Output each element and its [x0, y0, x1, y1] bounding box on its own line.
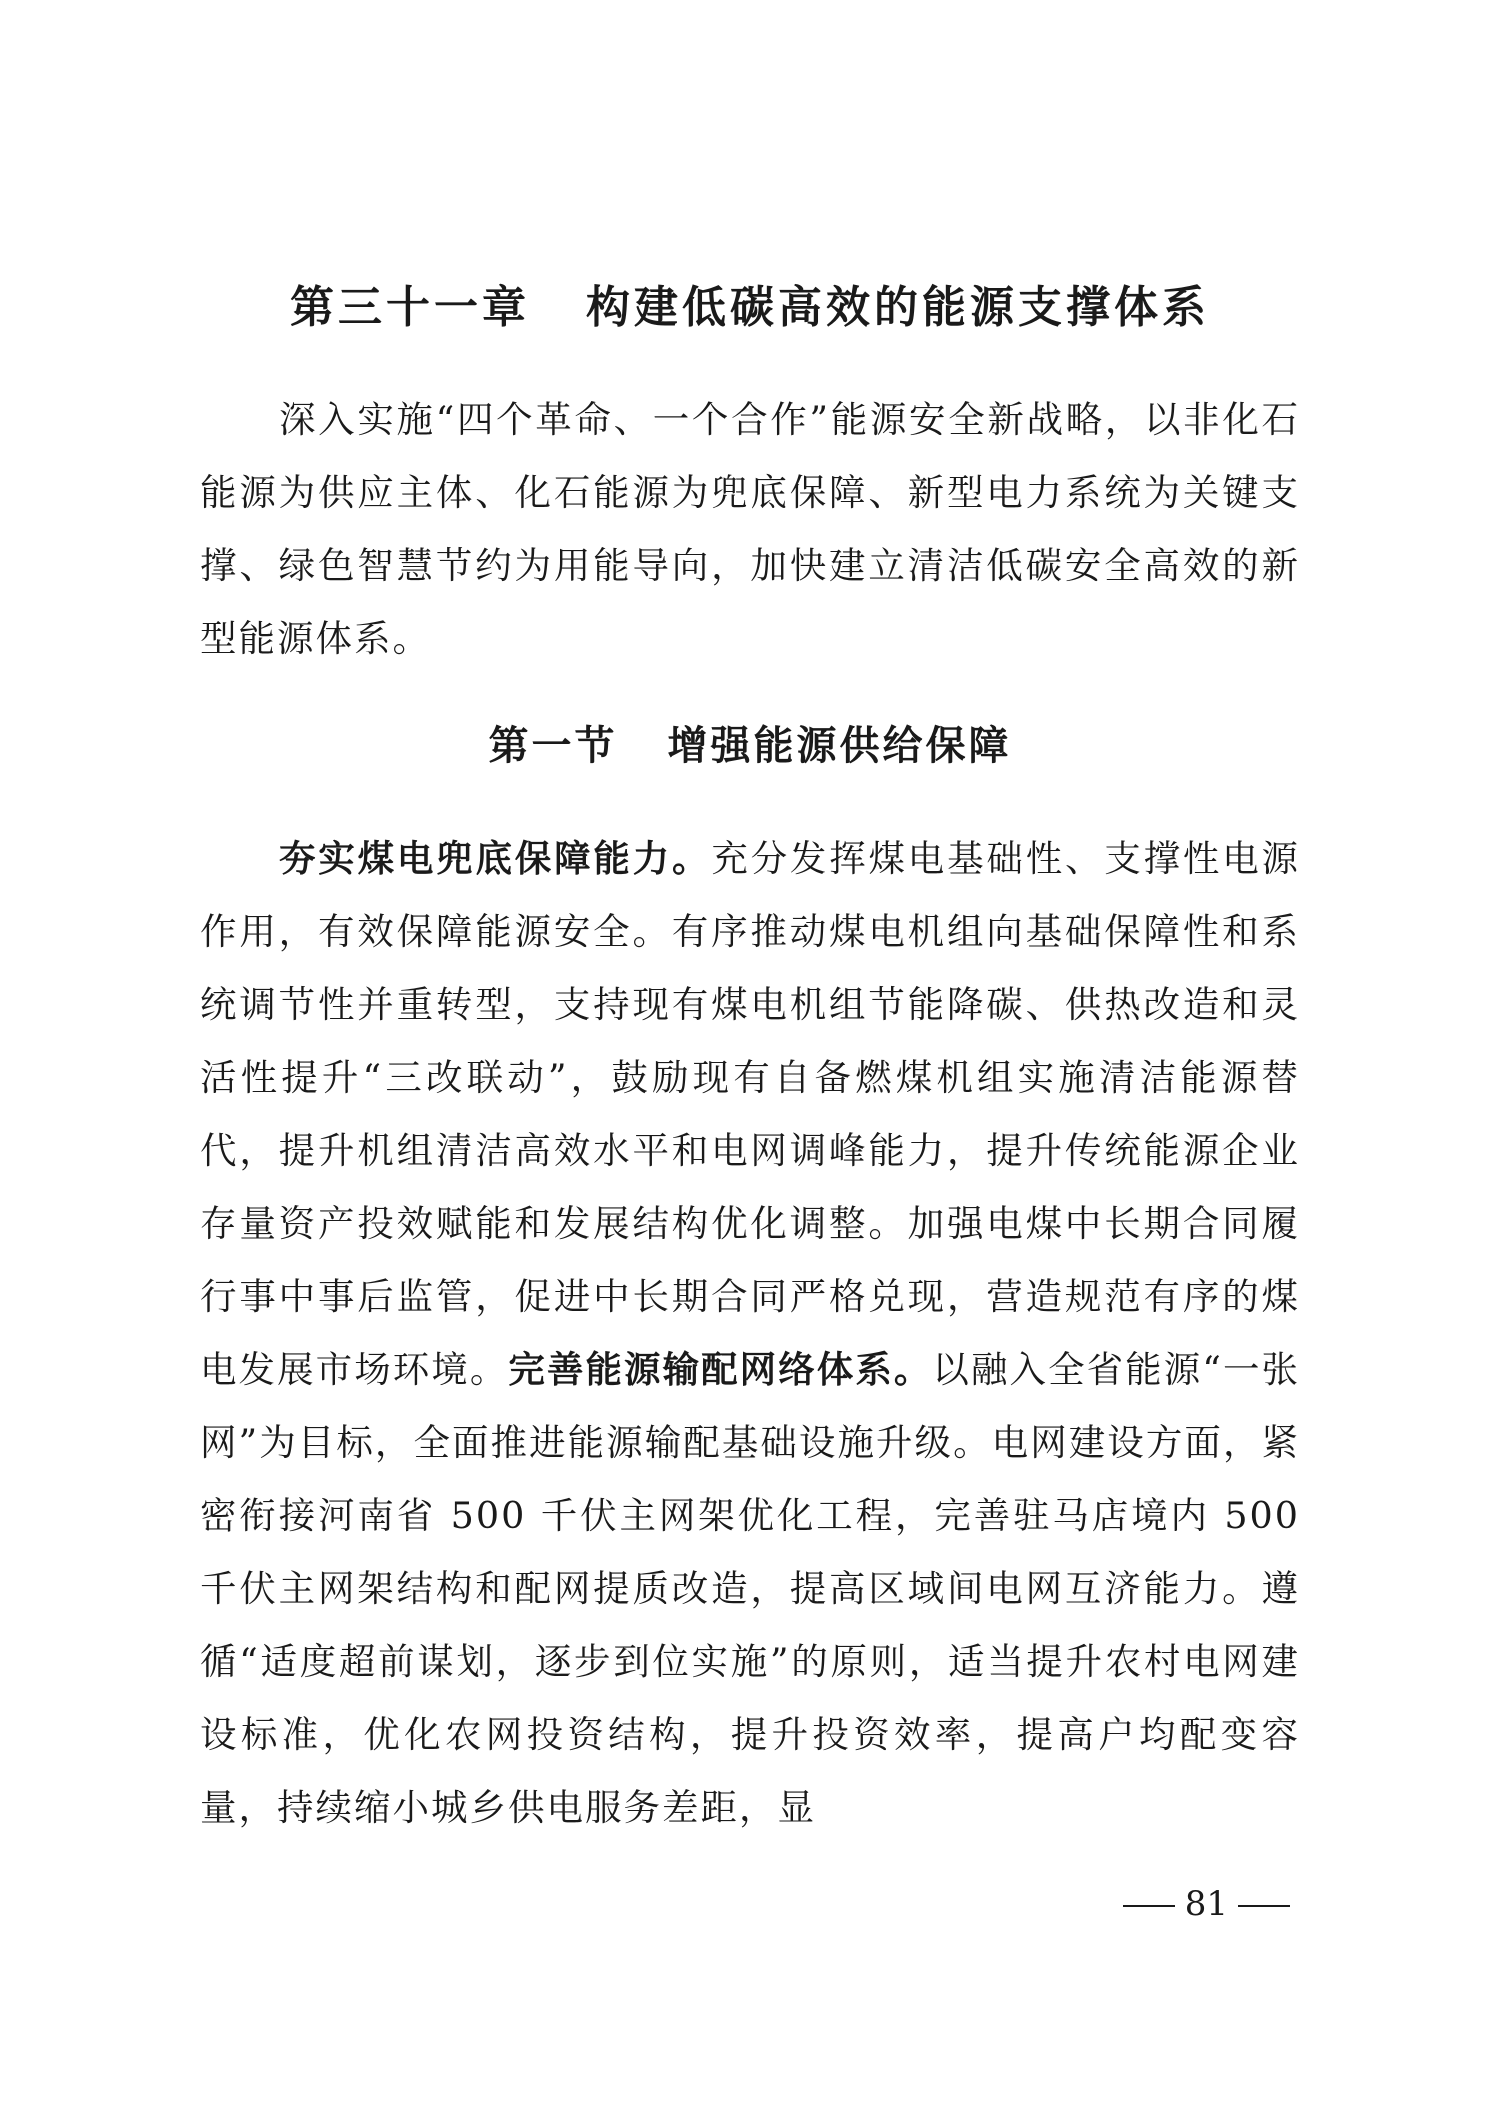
page-number-value: 81: [1184, 1884, 1228, 1924]
body-paragraph: [200, 822, 1300, 1844]
page-number: [1113, 1882, 1300, 1926]
intro-paragraph: 深入实施“四个革命、一个合作”能源安全新战略，以非化石能源为供应主体、化石能源为兜底保障、新型电力系统为关键支撑、绿色智慧节约为用能导向，加快建立清洁低碳安全高效的新型能源体系。: [200, 398, 1300, 660]
lead-energy-network: 完善能源输配网络体系。: [508, 1348, 933, 1391]
text-coal-power: 充分发挥煤电基础性、支撑性电源作用，有效保障能源安全。有序推动煤电机组向基础保障性和系统调节性并重转型，支持现有煤电机组节能降碳、供热改造和灵活性提升“三改联动”，鼓励现有自备燃煤机组实施清洁能源替代，提升机组清洁高效水平和电网调峰能力，提升传统能源企业存量资产投效赋能和发展结构优化调整。加强电煤中长期合同履行事中事后监管，促进中长期合同严格兑现，营造规范有序的煤电发展市场环境。: [200, 837, 1301, 1391]
section-number: 第一节: [488, 722, 618, 769]
section-title: 增强能源供给保障: [667, 722, 1012, 769]
chapter-title: 构建低碳高效的能源支撑体系: [586, 282, 1210, 333]
dash-right: [1238, 1905, 1290, 1907]
chapter-heading: [200, 278, 1300, 338]
lead-coal-power: 夯实煤电兜底保障能力。: [279, 837, 712, 880]
text-energy-network: 以融入全省能源“一张网”为目标，全面推进能源输配基础设施升级。电网建设方面，紧密衔接河南省 500 千伏主网架优化工程，完善驻马店境内 500 千伏主网架结构和配网提质改造，提高区域间电网互济能力。遵循“适度超前谋划，逐步到位实施”的原则，适当提升农村电网建设标准，优化农网投资结构，提升投资效率，提高户均配变容量，持续缩小城乡供电服务差距，显: [200, 1348, 1301, 1829]
chapter-number: 第三十一章: [290, 282, 530, 333]
section-heading: [200, 718, 1300, 774]
dash-left: [1123, 1905, 1175, 1907]
